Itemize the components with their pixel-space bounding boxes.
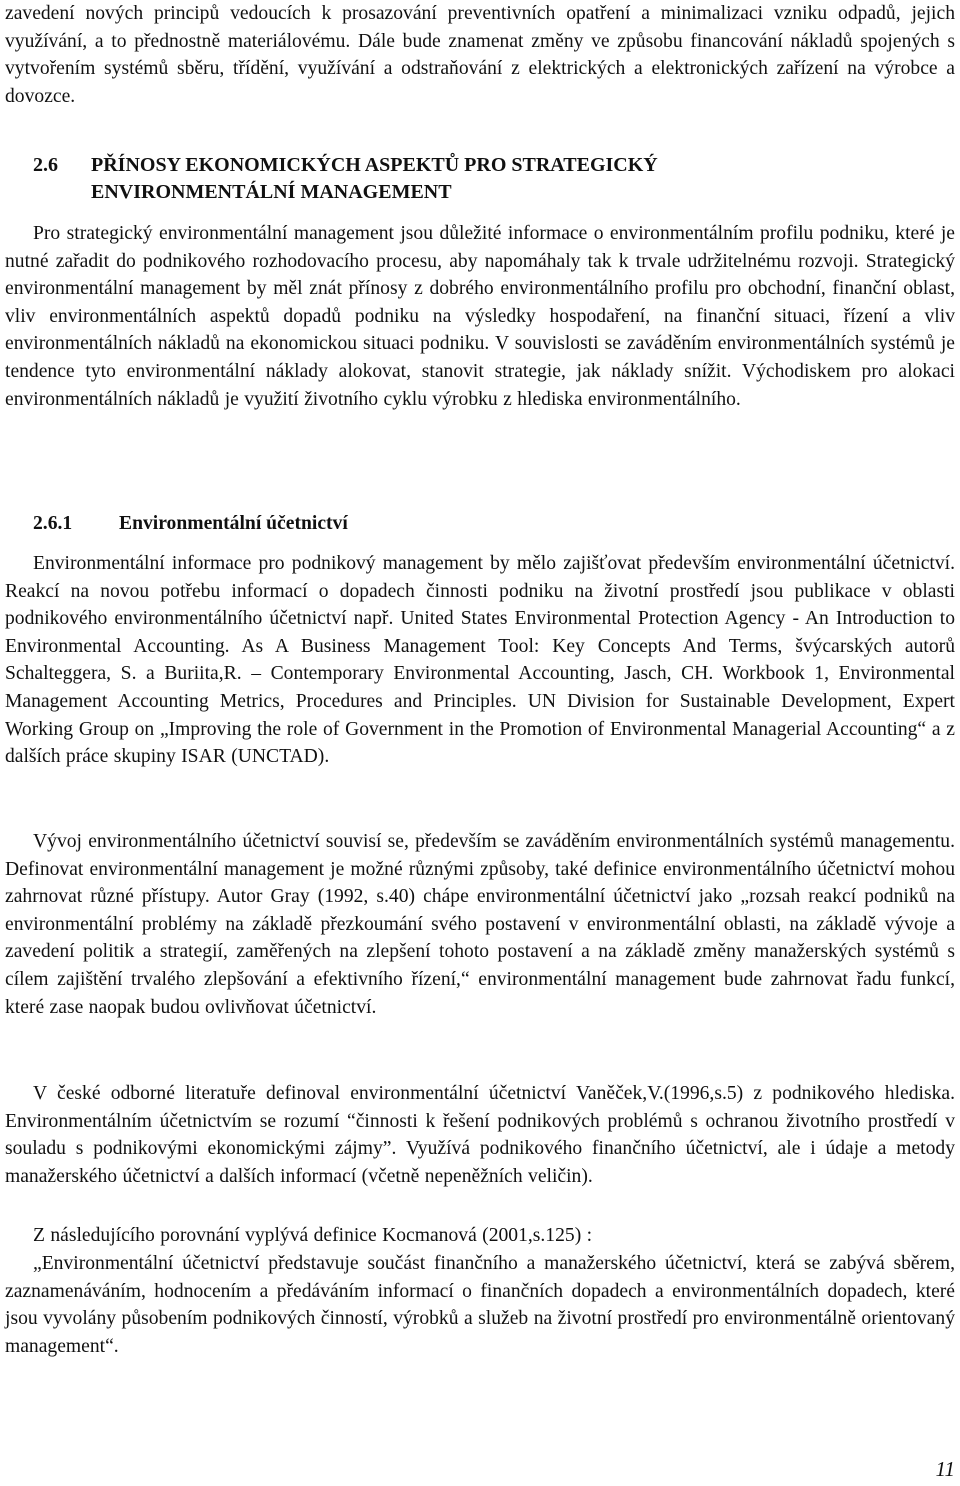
section-paragraph: Pro strategický environmentální management jsou důležité informace o environmentálním profilu podniku, které je nutné zařadit do podnikového rozhodovacího procesu, aby napomáhaly tak k trvale udržitelnému rozvoji. Strategický environmentální management by měl znát přínosy z dobrého environmentálního profilu pro obchodní, finanční oblast, vliv environmentálních aspektů dopadů podniku na výsledky hospodaření, na finanční situaci, řízení a vliv environmentálních nákladů na ekonomickou situaci podniku. V souvislosti se zaváděním environmentálních systémů je tendence tyto environmentální náklady alokovat, stanovit strategie, jak náklady snížit. Východiskem pro alokaci environmentálních nákladů je využití životního cyklu výrobku z hlediska environmentálního. [5, 223, 955, 410]
subsection-paragraph5-block [5, 1250, 955, 1360]
subsection-paragraph-1: Environmentální informace pro podnikový management by mělo zajišťovat především environmentální účetnictví. Reakcí na novou potřebu informací o dopadech činnosti podniku na životní prostředí jsou publikace v oblasti podnikového environmentálního účetnictví např. United States Environmental Protection Agency - An Introduction to Environmental Accounting. As A Business Management Tool: Key Concepts And Terms, švýcarských autorů Schalteggera, S. a Buriita,R. – Contemporary Environmental Accounting, Jasch, CH. Workbook 1, Environmental Management Accounting Metrics, Procedures and Principles. UN Division for Sustainable Development, Expert Working Group on „Improving the role of Government in the Promotion of Environmental Managerial Accounting“ a z dalších práce skupiny ISAR (UNCTAD). [5, 553, 955, 768]
section-heading [33, 152, 658, 206]
subsection-heading [33, 510, 348, 537]
subsection-paragraph4-block [5, 1222, 955, 1250]
section-number: 2.6 [33, 154, 58, 176]
intro-paragraph: zavedení nových principů vedoucích k prosazování preventivních opatření a minimalizaci vzniku odpadů, jejich využívání, a to přednostně materiálovému. Dále bude znamenat změny ve způsobu financování nákladů spojených s vytvořením systémů sběru, třídění, využívání a odstraňování z elektrických a elektronických zařízení na výrobce a dovozce. [5, 3, 955, 107]
subsection-paragraph1-block [5, 550, 955, 771]
subsection-number: 2.6.1 [33, 513, 73, 534]
subsection-paragraph-5: „Environmentální účetnictví představuje součást finančního a manažerského účetnictví, která se zabývá sběrem, zaznamenáváním, hodnocením a předáváním informací o finančních dopadech a environmentálních dopadech, které jsou vyvolány působením podnikových činností, výrobků a služeb na životní prostředí pro environmentálně orientovaný management“. [5, 1253, 955, 1357]
section-title-line1: PŘÍNOSY EKONOMICKÝCH ASPEKTŮ PRO STRATEGICKÝ [91, 154, 658, 176]
intro-paragraph-block [5, 0, 955, 110]
subsection-paragraph-4: Z následujícího porovnání vyplývá definice Kocmanová (2001,s.125) : [33, 1225, 593, 1246]
section-title-line2: ENVIRONMENTÁLNÍ MANAGEMENT [91, 181, 452, 203]
section-paragraph-block [5, 220, 955, 413]
page-number: 11 [935, 1457, 955, 1481]
subsection-paragraph-2: Vývoj environmentálního účetnictví souvisí se, především se zaváděním environmentálních systémů managementu. Definovat environmentální management je možné různými způsoby, také definice environmentálního účetnictví mohou zahrnovat různé přístupy. Autor Gray (1992, s.40) chápe environmentální účetnictví jako „rozsah reakcí podniků na environmentální problémy na základě přezkoumání svého postavení v environmentální oblasti, na základě vývoje a zavedení politik a strategií, zaměřených na zlepšení tohoto postavení a na základě změny manažerských systémů s cílem zajištění trvalého zlepšování a efektivního řízení,“ environmentální management bude zahrnovat řadu funkcí, které zase naopak budou ovlivňovat účetnictví. [5, 831, 955, 1018]
subsection-paragraph2-block [5, 828, 955, 1021]
subsection-paragraph3-block [5, 1080, 955, 1190]
subsection-paragraph-3: V české odborné literatuře definoval environmentální účetnictví Vaněček,V.(1996,s.5) z podnikového hlediska. Environmentálním účetnictvím se rozumí “činnosti k řešení podnikových problémů s ochranou životního prostředí v souladu s podnikovými ekonomickými zájmy”. Využívá podnikového finančního účetnictví, ale i údaje a metody manažerského účetnictví a dalších informací (včetně nepeněžních veličin). [5, 1083, 955, 1187]
subsection-title: Environmentální účetnictví [119, 513, 348, 534]
